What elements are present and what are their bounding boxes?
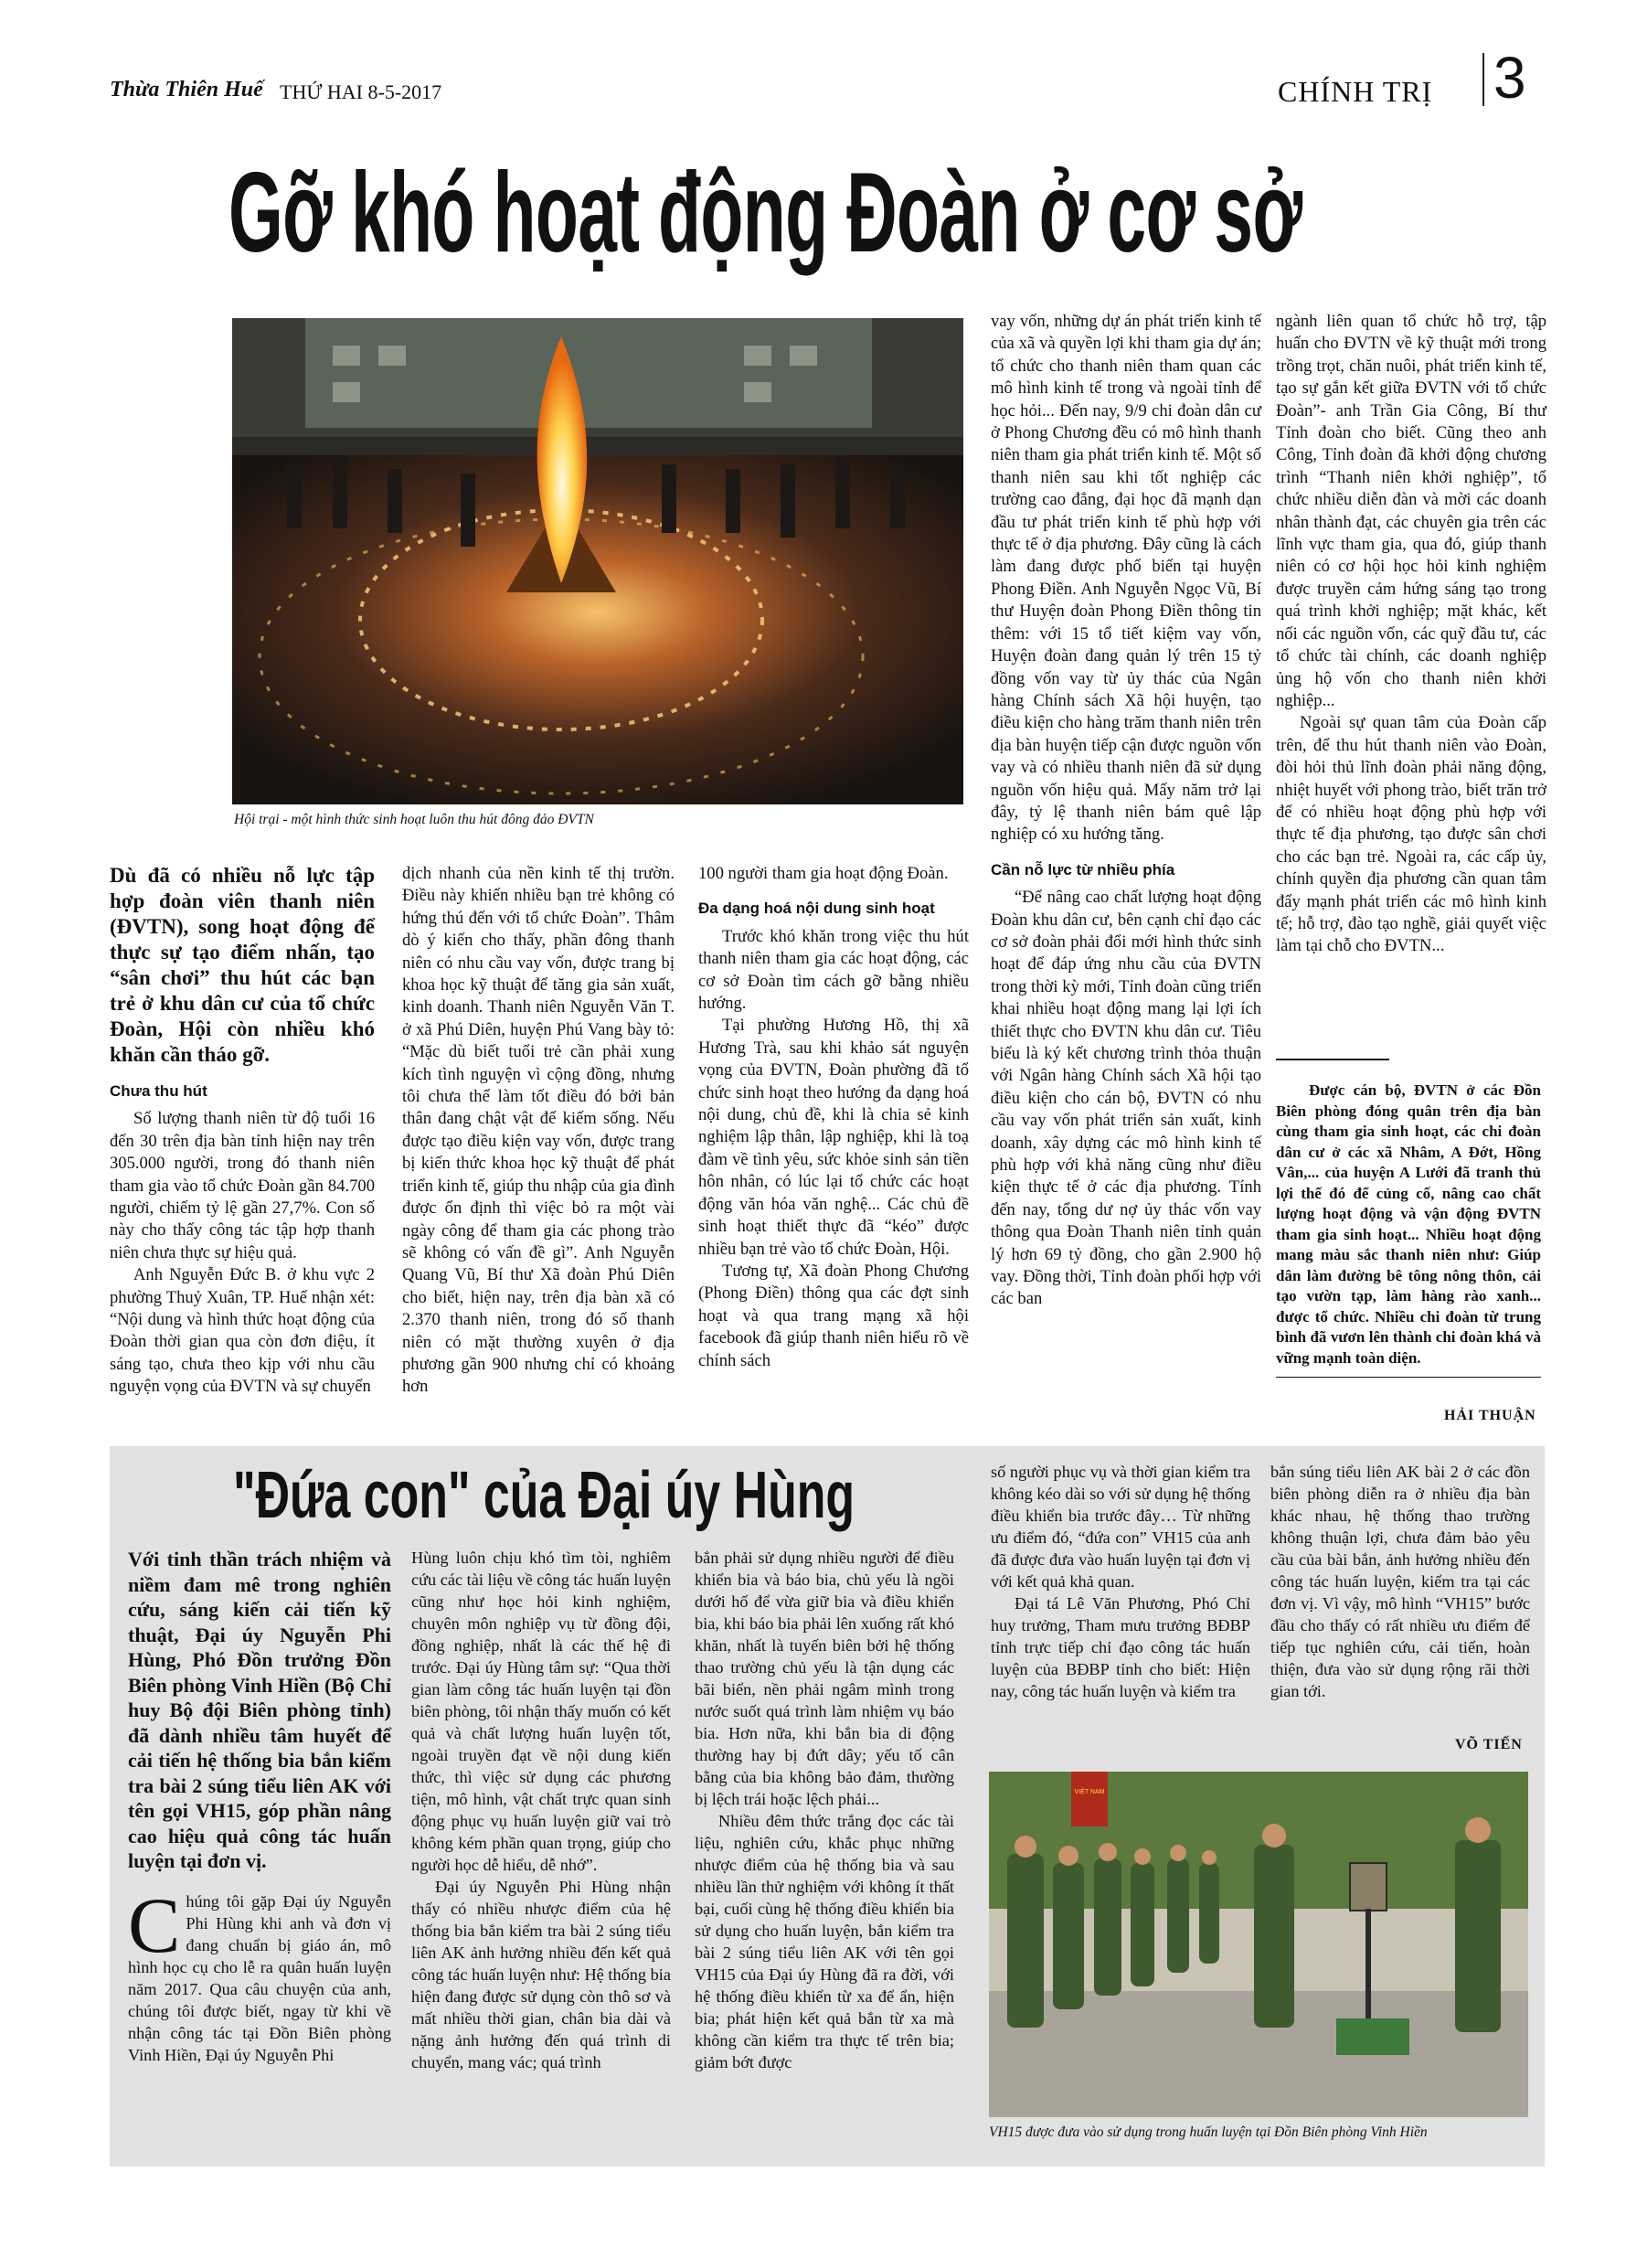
article-2-headline: "Đứa con" của Đại úy Hùng <box>233 1459 855 1532</box>
pull-quote-text: Được cán bộ, ĐVTN ở các Đồn Biên phòng đóng quân trên địa bàn cùng tham gia sinh hoạt, các chi đoàn dân cư ở các xã Nhâm, A Đớt, Hồng Vân,... của huyện A Lưới đã tranh thủ lợi thế đó để củng cố, nâng cao chất lượng hoạt động và vận động ĐVTN tham gia sinh hoạt... Nhiều hoạt động mang màu sắc thanh niên như: Giúp dân làm đường bê tông nông thôn, cải tạo vườn tạp, làm hàng rào xanh... được tổ chức. Nhiều chi đoàn từ trung bình đã vươn lên thành chi đoàn khá và vững mạnh toàn diện. <box>1276 1081 1541 1367</box>
subheading-2: Đa dạng hoá nội dung sinh hoạt <box>698 900 935 918</box>
photo-caption: Hội trại - một hình thức sinh hoạt luôn thu hút đông đảo ĐVTN <box>234 812 594 827</box>
subheading-3: Cần nỗ lực từ nhiều phía <box>991 860 1175 878</box>
sign-text: VIỆT NAM <box>1074 1789 1105 1795</box>
section-title: CHÍNH TRỊ <box>1278 75 1433 108</box>
paragraph: 100 người tham gia hoạt động Đoàn. <box>698 864 949 883</box>
paragraph: dịch nhanh của nền kinh tế thị trườn. Điều này khiến nhiều bạn trẻ không có hứng thú đến với tổ chức Đoàn”. Thâm dò ý kiến cho thấy, phần đông thanh niên có nhu cầu vay vốn, được trang bị khoa học kỹ thuật để tăng gia sản xuất, kinh doanh. Thanh niên Nguyễn Văn T. ở xã Phú Diên, huyện Phú Vang bày tỏ: “Mặc dù biết tuổi trẻ cần phải xung kích tình nguyện vì cộng đồng, nhưng tôi chưa thể làm tốt điều đó bởi bản thân đang chật vật để kiếm sống. Nếu được tạo điều kiện vay vốn, được trang bị kiến thức khoa học kỹ thuật để phát triển kinh tế, giúp thu nhập của gia đình được ổn định thì việc bỏ ra một vài ngày công để tham gia các phong trào sẽ không có vấn đề gì”. Anh Nguyễn Quang Vũ, Bí thư Xã đoàn Phú Diên cho biết, hiện nay, trên địa bàn xã có 2.370 thanh niên, trong đó số thanh niên có mặt thường xuyên ở địa phương gần 900 nhưng chỉ có khoảng hơn <box>402 864 675 1397</box>
page-number: 3 <box>1493 45 1526 111</box>
paragraph: số người phục vụ và thời gian kiểm tra không kéo dài so với sử dụng hệ thống điều khiển bia trước đây… Từ những ưu điểm đó, “đứa con” VH15 của anh đã được đưa vào huấn luyện tại đơn vị với kết quả khả quan. <box>991 1463 1250 1591</box>
paragraph: Đại úy Nguyễn Phi Hùng nhận thấy có nhiều nhược điểm của hệ thống bia bắn kiểm tra bài 2 súng tiểu liên AK ảnh hưởng nhiều đến kết quả công tác huấn luyện như: Hệ thống bia hiện đang được sử dụng còn thô sơ và mất nhiều thời gian, chân bia dài và nặng ảnh hưởng đến quá trình di chuyển, mang vác; quá trình <box>411 1878 671 2071</box>
campfire-photo <box>232 318 963 804</box>
masthead-divider <box>1482 53 1484 106</box>
article-column-3 <box>698 863 969 1372</box>
article-2-column-1 <box>128 1547 391 2066</box>
article-2-author: VÕ TIẾN <box>1455 1737 1523 1752</box>
quote-rule-bottom <box>1276 1377 1541 1378</box>
paragraph: “Để nâng cao chất lượng hoạt động Đoàn khu dân cư, bên cạnh chỉ đạo các cơ sở đoàn phải đổi mới hình thức sinh hoạt để đáp ứng nhu cầu của ĐVTN trong thời kỳ mới, Tỉnh đoàn cũng triển khai nhiều hoạt động mang lại lợi ích thiết thực cho ĐVTN khu dân cư. Tiêu biểu là ký kết chương trình thỏa thuận với Ngân hàng Chính sách Xã hội tạo điều kiện cho cán bộ, ĐVTN có nhu cầu vay vốn phát triển sản xuất, kinh doanh, xây dựng các mô hình kinh tế phù hợp với khả năng cũng như điều kiện thực tế ở các địa phương. Tính đến nay, tổng dư nợ ủy thác vốn vay thông qua Đoàn Thanh niên tỉnh quản lý hơn 69 tỷ đồng, cho gần 2.900 hộ vay. Đồng thời, Tỉnh đoàn phối hợp với các ban <box>991 888 1261 1309</box>
article-2-column-4 <box>991 1461 1250 1702</box>
paragraph: Số lượng thanh niên từ độ tuổi 16 đến 30 trên địa bàn tỉnh hiện nay trên 305.000 người, trong đó thanh niên tham gia vào tổ chức Đoàn gần 84.700 người, chiếm tỷ lệ gần 27,7%. Con số này cho thấy công tác tập hợp thanh niên chưa thực sự hiệu quả. <box>110 1109 375 1262</box>
paragraph: Hùng luôn chịu khó tìm tòi, nghiêm cứu các tài liệu về công tác huấn luyện cũng như học hỏi kinh nghiệm, chuyên môn nghiệp vụ từ đồng đội, đồng nghiệp, nhất là các thế hệ đi trước. Đại úy Hùng tâm sự: “Qua thời gian làm công tác huấn luyện tại đồn biên phòng, tôi nhận thấy muốn có kết quả và chất lượng huấn luyện tốt, ngoài truyền đạt về nội dung kiến thức, thì việc sử dụng các phương tiện, mô hình, vật chất trực quan sinh động phục vụ huấn luyện giữ vai trò không kém phần quan trọng, giúp cho người học dễ hiểu, dễ nhớ”. <box>411 1549 672 1874</box>
paragraph: ngành liên quan tổ chức hỗ trợ, tập huấn cho ĐVTN về kỹ thuật mới trong trồng trọt, chăn nuôi, phát triển kinh tế, tạo sự gắn kết giữa ĐVTN với tổ chức Đoàn”- anh Trần Gia Công, Bí thư Tỉnh đoàn cho biết. Cũng theo anh Công, Tỉnh đoàn đã khởi động chương trình “Thanh niên khởi nghiệp”, tổ chức nhiều diễn đàn và mời các doanh nhân thành đạt, các chuyên gia trên các lĩnh vực tham gia, qua đó, giúp thanh niên có cơ hội học hỏi kinh nghiệm được truyền cảm hứng sáng tạo trong quá trình khởi nghiệp; mặt khác, kết nối các nguồn vốn, các quỹ đầu tư, các tổ chức tài chính, các doanh nghiệp ủng hộ vốn cho thanh niên khởi nghiệp... <box>1276 312 1546 710</box>
article-column-5 <box>1276 311 1546 958</box>
paragraph: Anh Nguyễn Đức B. ở khu vực 2 phường Thuỷ Xuân, TP. Huế nhận xét: “Nội dung và hình thức hoạt động của Đoàn thời gian qua còn đơn điệu, ít sáng tạo, chưa theo kịp với nhu cầu nguyện vọng của ĐVTN và sự chuyển <box>110 1265 375 1397</box>
article-2-lead: Với tinh thần trách nhiệm và niềm đam mê trong nghiên cứu, sáng kiến cải tiến kỹ thuật, Đại úy Nguyễn Phi Hùng, Phó Đồn trưởng Đồn Biên phòng Vinh Hiền (Bộ Chỉ huy Bộ đội Biên phòng tỉnh) đã dành nhiều tâm huyết để cải tiến hệ thống bia bắn kiểm tra bài 2 súng tiểu liên AK với tên gọi VH15, góp phần nâng cao hiệu quả công tác huấn luyện tại đơn vị. <box>128 1548 391 1872</box>
paragraph: Trước khó khăn trong việc thu hút thanh niên tham gia các hoạt động, các cơ sở Đoàn tìm cách gỡ bằng nhiều hướng. <box>698 926 969 1014</box>
article-column-2 <box>402 863 675 1399</box>
article-column-4 <box>991 311 1261 1311</box>
article-headline: Gỡ khó hoạt động Đoàn ở cơ sở <box>228 150 1302 276</box>
paragraph: Tương tự, Xã đoàn Phong Chương (Phong Điền) thông qua các đợt sinh hoạt và qua trang mạng xã hội facebook đã giúp thanh niên hiểu rõ về chính sách <box>698 1261 969 1370</box>
article-2-photo-caption: VH15 được đưa vào sử dụng trong huấn luyện tại Đồn Biên phòng Vinh Hiền <box>989 2124 1428 2140</box>
paragraph: húng tôi gặp Đại úy Nguyễn Phi Hùng khi anh và đơn vị đang chuẩn bị giáo án, mô hình học cụ cho lễ ra quân huấn luyện năm 2017. Qua câu chuyện của anh, chúng tôi được biết, ngay từ khi về nhận công tác tại Đồn Biên phòng Vinh Hiền, Đại úy Nguyễn Phi <box>128 1891 391 2064</box>
newspaper-name: Thừa Thiên Huế <box>110 78 263 101</box>
drop-cap: C <box>128 1880 181 1969</box>
paragraph: bắn phải sử dụng nhiều người để điều khiển bia và báo bia, chủ yếu là ngồi dưới hố để vừa giữ bia và điều khiển bia, khi báo bia phải lên xuống rất khó khăn, nhất là tuyến biên bởi hệ thống thao trường chủ yếu là tận dụng các bãi biển, nền phải ngâm mình trong nước suốt quá trình làm nhiệm vụ báo bia. Hơn nữa, khi bắn bia di động thường hay bị đứt dây; yếu tố cân bằng của bia không bảo đảm, thường bị lệch trái hoặc lệch phải... <box>695 1549 954 1808</box>
paragraph: Ngoài sự quan tâm của Đoàn cấp trên, để thu hút thanh niên vào Đoàn, đòi hỏi thủ lĩnh đoàn phải năng động, nhiệt huyết với phong trào, biết trăn trở để có nhiều hoạt động phù hợp với thực tế địa phương, tạo được sân chơi cho các bạn trẻ. Ngoài ra, các cấp ủy, chính quyền địa phương cần quan tâm đẩy mạnh phát triển các mô hình kinh tế; hỗ trợ, đào tạo nghề, giải quyết việc làm tại chỗ cho ĐVTN... <box>1276 713 1546 956</box>
article-lead: Dù đã có nhiều nỗ lực tập hợp đoàn viên thanh niên (ĐVTN), song hoạt động để thực sự tạo điểm nhấn, tạo “sân chơi” thu hút các bạn trẻ ở khu dân cư của tổ chức Đoàn, Hội còn nhiều khó khăn cần tháo gỡ. <box>110 864 375 1066</box>
article-2-column-2 <box>411 1547 671 2073</box>
article-2-opening <box>128 1880 391 2066</box>
article-2-column-5 <box>1270 1461 1530 1702</box>
paragraph: Nhiều đêm thức trắng đọc các tài liệu, nghiên cứu, khắc phục những nhược điểm của hệ thống bia và sau nhiều lần thử nghiệm với không ít thất bại, cuối cùng hệ thống điều khiển bia sử dụng cho huấn luyện, bắn kiểm tra bài 2 súng tiểu liên AK với tên gọi VH15 của Đại úy Hùng đã ra đời, với hệ thống điều khiển từ xa để ẩn, hiện bia; phát hiện kết quả bắn từ xa mà không cần kiểm tra thực tế trên bia; giảm bớt được <box>695 1812 954 2071</box>
author-byline: HẢI THUẬN <box>1444 1408 1536 1423</box>
paragraph: vay vốn, những dự án phát triển kinh tế của xã và quyền lợi khi tham gia dự án; tổ chức cho thanh niên tham quan các mô hình kinh tế trong và ngoài tỉnh để học hỏi... Đến nay, 9/9 chi đoàn dân cư ở Phong Chương đều có mô hình thanh niên tham gia phát triển kinh tế. Một số thanh niên sau khi tốt nghiệp các trường cao đẳng, đại học đã mạnh dạn đầu tư phát triển kinh tế phù hợp với thực tế ở địa phương. Đây cũng là cách làm đang được phổ biến tại huyện Phong Điền. Anh Nguyễn Ngọc Vũ, Bí thư Huyện đoàn Phong Điền thông tin thêm: với 15 tổ tiết kiệm vay vốn, Huyện đoàn đang quản lý trên 15 tỷ đồng vốn vay từ ủy thác của Ngân hàng Chính sách Xã hội huyện, tạo điều kiện cho hàng trăm thanh niên trên địa bàn huyện tiếp cận được nguồn vốn vay và có nhiều thanh niên đã sử dụng nguồn vốn hiệu quả. Mấy năm trở lại đây, tỷ lệ thanh niên bám quê lập nghiệp có xu hướng tăng. <box>991 312 1261 845</box>
quote-rule <box>1276 1059 1389 1060</box>
paragraph: Tại phường Hương Hồ, thị xã Hương Trà, sau khi khảo sát nguyện vọng của ĐVTN, Đoàn phường đã tổ chức sinh hoạt theo hướng đa dạng hoá nội dung, chủ đề, khi là chia sẻ kinh nghiệm lập thân, lập nghiệp, khi là toạ đàm về tình yêu, sức khỏe sinh sản tiền hôn nhân, có lúc lại tổ chức các hoạt động văn hóa văn nghệ... Các chủ đề sinh hoạt thiết thực đã “kéo” được nhiều bạn trẻ vào tổ chức Đoàn, Hội. <box>698 1016 969 1259</box>
pull-quote <box>1276 1081 1541 1368</box>
soldiers-photo <box>989 1772 1528 2117</box>
paragraph: bắn súng tiểu liên AK bài 2 ở các đồn biên phòng diễn ra ở nhiều địa bàn khác nhau, hệ thống thao trường không thuận lợi, chưa đảm bảo yêu cầu của bài bắn, ảnh hưởng nhiều đến công tác huấn luyện, kiểm tra tại các đơn vị. Vì vậy, mô hình “VH15” bước đầu cho thấy có rất nhiều ưu điểm để tiếp tục nghiên cứu, cải tiến, hoàn thiện, đưa vào sử dụng rộng rãi thời gian tới. <box>1270 1463 1530 1700</box>
article-2-column-3 <box>695 1547 954 2073</box>
paragraph: Đại tá Lê Văn Phương, Phó Chỉ huy trưởng, Tham mưu trưởng BĐBP tỉnh trực tiếp chỉ đạo công tác huấn luyện của BĐBP tỉnh cho biết: Hiện nay, công tác huấn luyện và kiểm tra <box>991 1594 1250 1700</box>
article-column-1 <box>110 863 375 1399</box>
subheading-1: Chưa thu hút <box>110 1082 207 1100</box>
issue-date: THỨ HAI 8-5-2017 <box>280 80 442 103</box>
